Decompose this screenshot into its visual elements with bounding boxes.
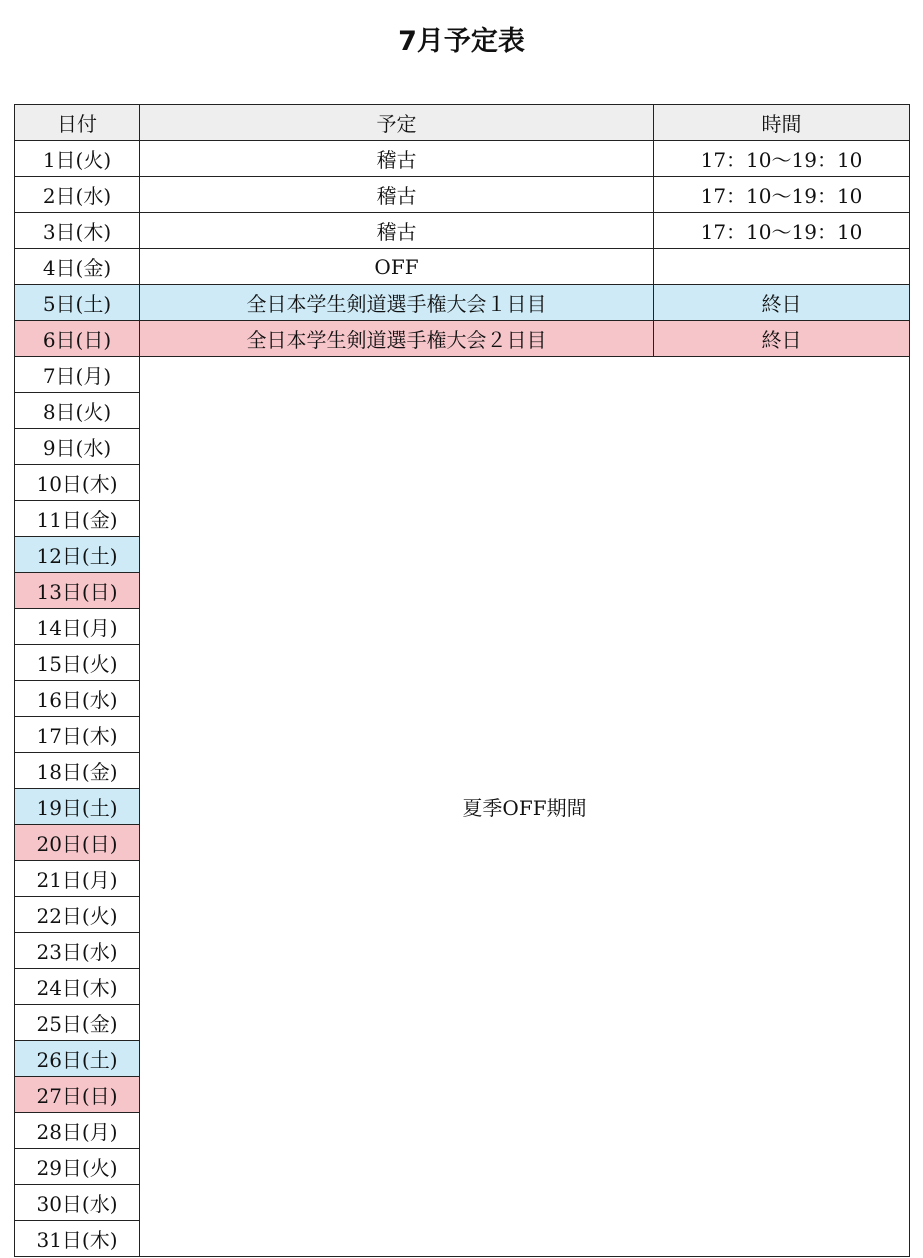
event-cell: 稽古 xyxy=(140,213,654,249)
event-cell: 全日本学生剣道選手権大会２日目 xyxy=(140,321,654,357)
event-cell: 稽古 xyxy=(140,177,654,213)
table-row xyxy=(15,141,910,177)
date-cell: 21日(月) xyxy=(15,861,140,897)
time-cell: 17：10〜19：10 xyxy=(654,141,910,177)
table-row xyxy=(15,213,910,249)
date-cell: 16日(水) xyxy=(15,681,140,717)
date-cell: 19日(土) xyxy=(15,789,140,825)
time-cell: 17：10〜19：10 xyxy=(654,213,910,249)
event-cell: OFF xyxy=(140,249,654,285)
date-cell: 15日(火) xyxy=(15,645,140,681)
date-cell: 5日(土) xyxy=(15,285,140,321)
date-cell: 9日(水) xyxy=(15,429,140,465)
column-header-event: 予定 xyxy=(140,105,654,141)
date-cell: 4日(金) xyxy=(15,249,140,285)
date-cell: 11日(金) xyxy=(15,501,140,537)
date-cell: 28日(月) xyxy=(15,1113,140,1149)
summer-off-period-cell: 夏季OFF期間 xyxy=(140,357,910,1257)
column-header-time: 時間 xyxy=(654,105,910,141)
header-row xyxy=(15,105,910,141)
date-cell: 24日(木) xyxy=(15,969,140,1005)
page-title: 7月予定表 xyxy=(398,26,525,57)
date-cell: 31日(木) xyxy=(15,1221,140,1257)
table-row xyxy=(15,177,910,213)
table-row xyxy=(15,321,910,357)
column-header-date: 日付 xyxy=(15,105,140,141)
event-cell: 全日本学生剣道選手権大会１日目 xyxy=(140,285,654,321)
table-row xyxy=(15,285,910,321)
date-cell: 29日(火) xyxy=(15,1149,140,1185)
date-cell: 8日(火) xyxy=(15,393,140,429)
date-cell: 6日(日) xyxy=(15,321,140,357)
date-cell: 7日(月) xyxy=(15,357,140,393)
date-cell: 22日(火) xyxy=(15,897,140,933)
schedule-table xyxy=(14,104,910,1257)
date-cell: 10日(木) xyxy=(15,465,140,501)
time-cell: 終日 xyxy=(654,321,910,357)
event-cell: 稽古 xyxy=(140,141,654,177)
schedule-body xyxy=(15,141,910,1257)
date-cell: 27日(日) xyxy=(15,1077,140,1113)
table-row xyxy=(15,249,910,285)
table-row xyxy=(15,357,910,393)
date-cell: 2日(水) xyxy=(15,177,140,213)
date-cell: 26日(土) xyxy=(15,1041,140,1077)
date-cell: 30日(水) xyxy=(15,1185,140,1221)
date-cell: 23日(水) xyxy=(15,933,140,969)
date-cell: 14日(月) xyxy=(15,609,140,645)
date-cell: 20日(日) xyxy=(15,825,140,861)
time-cell: 17：10〜19：10 xyxy=(654,177,910,213)
date-cell: 25日(金) xyxy=(15,1005,140,1041)
date-cell: 12日(土) xyxy=(15,537,140,573)
date-cell: 17日(木) xyxy=(15,717,140,753)
date-cell: 13日(日) xyxy=(15,573,140,609)
date-cell: 18日(金) xyxy=(15,753,140,789)
date-cell: 3日(木) xyxy=(15,213,140,249)
date-cell: 1日(火) xyxy=(15,141,140,177)
time-cell: 終日 xyxy=(654,285,910,321)
time-cell xyxy=(654,249,910,285)
